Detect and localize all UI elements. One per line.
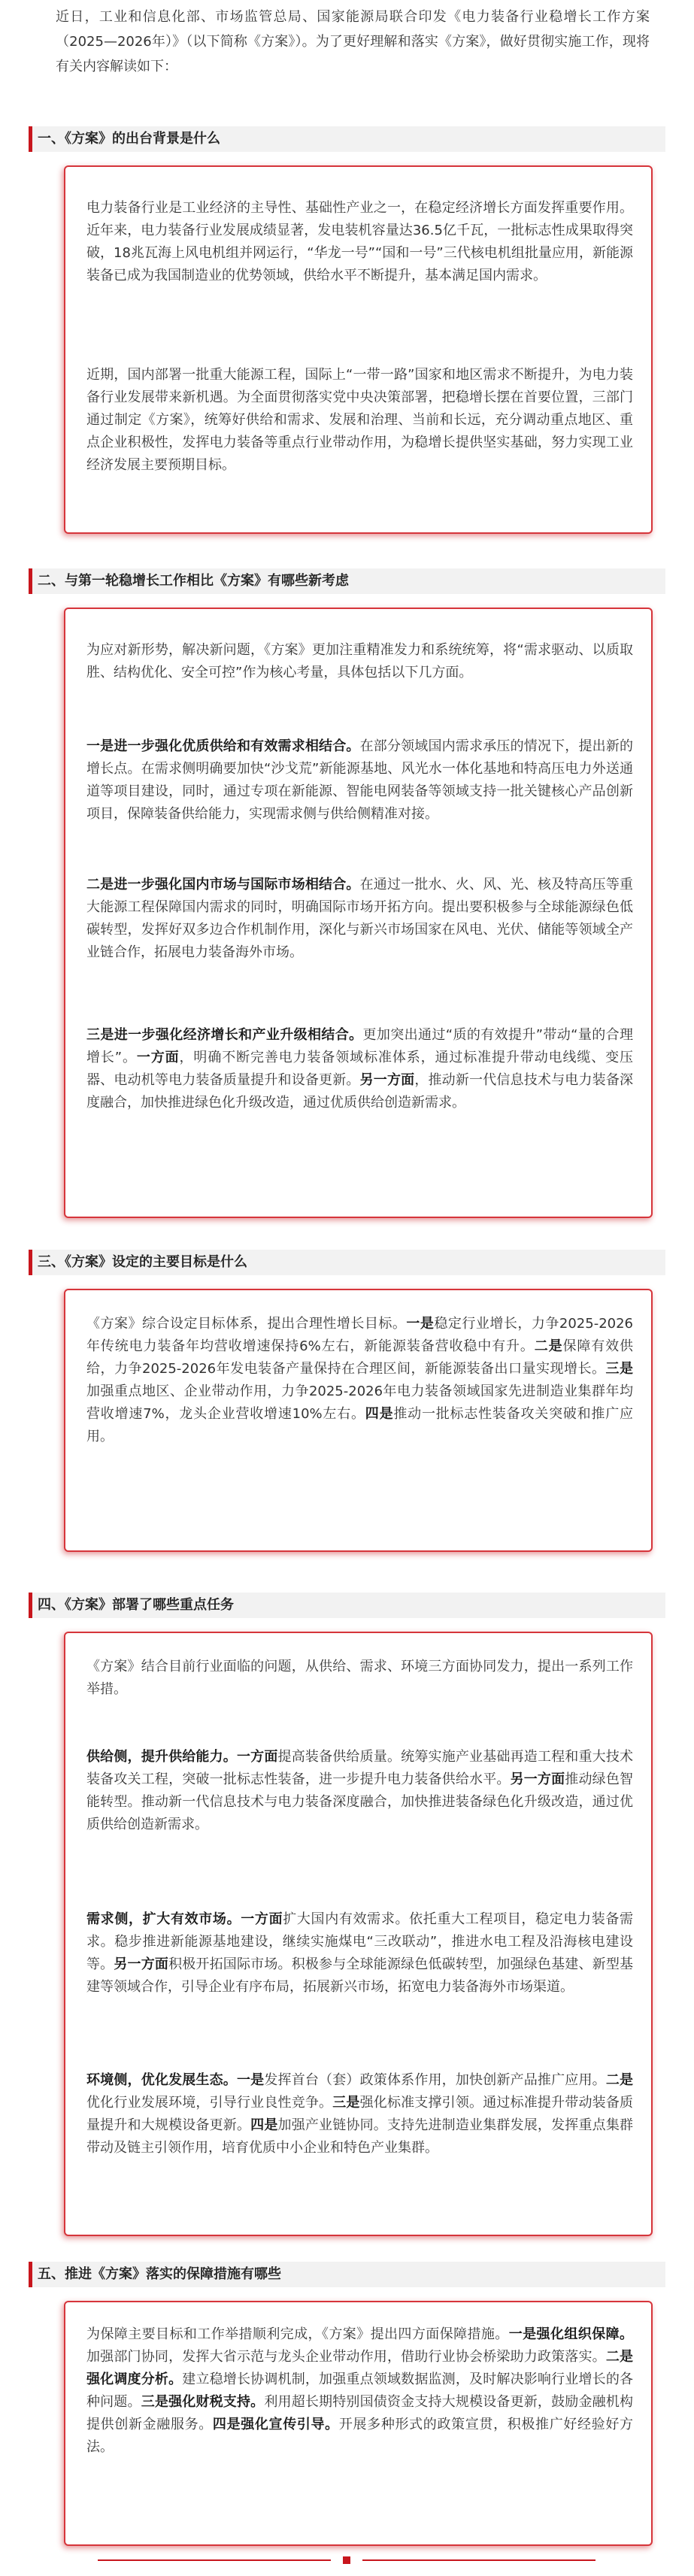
- footer-divider-dot: [343, 2556, 350, 2564]
- emphasis-text: 环境侧，优化发展生态。: [86, 2072, 237, 2088]
- body-text: 为应对新形势，解决新问题，《方案》更加注重精准发力和系统统筹，将“需求驱动、以质取胜、结构优化、安全可控”作为核心考量，具体包括以下几方面。: [86, 642, 633, 680]
- emphasis-text: 二是强化调度分析。: [86, 2349, 634, 2387]
- accent-bar: [29, 1250, 32, 1275]
- emphasis-text: 另一方面: [114, 1956, 169, 1972]
- section-header: [29, 126, 665, 152]
- body-text: 推动一批标志性装备攻关突破和推广应用。: [86, 1406, 634, 1444]
- section-header: [29, 2262, 665, 2287]
- emphasis-text: 一方面: [236, 1749, 278, 1765]
- body-text: 扩大国内有效需求。依托重大工程项目，稳定电力装备需求。稳步推进新能源基地建设，继续实施煤电“三改联动”，推进水电工程及沿海核电建设等。: [86, 1911, 634, 1972]
- section-content-box: [64, 608, 653, 1218]
- body-text: 更加突出通过“质的有效提升”带动“量的合理增长”。: [86, 1027, 633, 1065]
- body-text: 在通过一批水、火、风、光、核及特高压等重大能源工程保障国内需求的同时，明确国际市场开拓方向。提出要积极参与全球能源绿色低碳转型，发挥好双多边合作机制作用，深化与新兴市场国家在风电、光伏、储能等领域全产业链合作，拓展电力装备海外市场。: [86, 877, 634, 960]
- section-paragraph: [86, 1313, 633, 1448]
- emphasis-text: 一方面: [136, 1050, 180, 1065]
- body-text: 在部分领域国内需求承压的情况下，提出新的增长点。在需求侧明确要加快“沙戈荒”新能源基地、风光水一体化基地和特高压电力外送通道等项目建设，同时，通过专项在新能源、智能电网装备等领域支持一批关键核心产品创新项目，保障装备供给能力，实现需求侧与供给侧精准对接。: [86, 738, 634, 822]
- section-title: 二、与第一轮稳增长工作相比《方案》有哪些新考虑: [38, 573, 349, 589]
- section-paragraph: [86, 197, 633, 287]
- section-paragraph: [86, 1746, 633, 1836]
- accent-bar: [29, 1593, 32, 1618]
- body-text: 《方案》综合设定目标体系，提出合理性增长目标。: [86, 1316, 407, 1332]
- section-content-box: [64, 1632, 653, 2236]
- section-paragraph: [86, 364, 633, 477]
- body-text: 稳定行业增长，力争2025-2026年传统电力装备年均营收增速保持6%左右，新能源装备营收稳中有升。: [86, 1316, 634, 1354]
- footer-divider-right: [362, 2559, 596, 2561]
- body-text: ，推动新一代信息技术与电力装备深度融合，加快推进绿色化升级改造，通过优质供给创造新需求。: [86, 1072, 634, 1111]
- section-content-box: [64, 1289, 653, 1552]
- section-content-box: [64, 165, 653, 534]
- section-title: 三、《方案》设定的主要目标是什么: [38, 1254, 247, 1270]
- body-text: 为保障主要目标和工作举措顺利完成，《方案》提出四方面保障措施。: [86, 2326, 509, 2342]
- body-text: 建立稳增长协调机制，加强重点领域数据监测，及时解决影响行业增长的各种问题。: [86, 2371, 634, 2410]
- body-text: 近期，国内部署一批重大能源工程，国际上“一带一路”国家和地区需求不断提升，为电力装备行业发展带来新机遇。为全面贯彻落实党中央决策部署，把稳增长摆在首要位置，三部门通过制定《方案》，统筹好供给和需求、发展和治理、当前和长远，充分调动重点地区、重点企业积极性，发挥电力装备等重点行业带动作用，为稳增长提供坚实基础，努力实现工业经济发展主要预期目标。: [86, 367, 633, 473]
- section-title: 四、《方案》部署了哪些重点任务: [38, 1597, 234, 1613]
- emphasis-text: 另一方面: [359, 1072, 415, 1088]
- section-title: 五、推进《方案》落实的保障措施有哪些: [38, 2266, 281, 2282]
- body-text: 发挥首台（套）政策体系作用，加快创新产品推广应用。: [264, 2072, 606, 2088]
- emphasis-text: 二是进一步强化国内市场与国际市场相结合。: [86, 877, 360, 893]
- section-paragraph: [86, 1024, 633, 1114]
- emphasis-text: 三是: [605, 1361, 634, 1377]
- emphasis-text: 一是: [406, 1316, 435, 1332]
- emphasis-text: 一是强化组织保障。: [508, 2326, 634, 2342]
- emphasis-text: 三是强化财税支持。: [141, 2394, 265, 2410]
- section-paragraph: [86, 1908, 633, 1999]
- emphasis-text: 另一方面: [510, 1771, 565, 1787]
- accent-bar: [29, 126, 32, 152]
- emphasis-text: 四是强化宣传引导。: [212, 2417, 339, 2432]
- emphasis-text: 二是: [534, 1338, 563, 1354]
- body-text: 电力装备行业是工业经济的主导性、基础性产业之一，在稳定经济增长方面发挥重要作用。近年来，电力装备行业发展成绩显著，发电装机容量达36.5亿千瓦，一批标志性成果取得突破，18兆瓦海上风电机组并网运行，“华龙一号”“国和一号”三代核电机组批量应用，新能源装备已成为我国制造业的优势领域，供给水平不断提升，基本满足国内需求。: [86, 200, 633, 283]
- body-text: 推动绿色智能转型。推动新一代信息技术与电力装备深度融合，加快推进装备绿色化升级改造，通过优质供给创造新需求。: [86, 1771, 633, 1832]
- body-text: 强化标准支撑引领。通过标准提升带动装备质量提升和大规模设备更新。: [86, 2095, 634, 2133]
- intro-paragraph: 近日，工业和信息化部、市场监管总局、国家能源局联合印发《电力装备行业稳增长工作方案（2025—2026年）》（以下简称《方案》）。为了更好理解和落实《方案》，做好贯彻实施工作，现将有关内容解读如下：: [56, 9, 650, 74]
- body-text: 加强重点地区、企业带动作用，力争2025-2026年电力装备领域国家先进制造业集群年均营收增速7%，龙头企业营收增速10%左右。: [86, 1383, 633, 1422]
- section-paragraph: [86, 874, 633, 964]
- emphasis-text: 需求侧，扩大有效市场。: [86, 1911, 241, 1927]
- section-paragraph: [86, 735, 633, 826]
- section-paragraph: [86, 2323, 633, 2459]
- body-text: 加强部门协同，发挥大省示范与龙头企业带动作用，借助行业协会桥梁助力政策落实。: [86, 2349, 606, 2365]
- accent-bar: [29, 2262, 32, 2287]
- section-title: 一、《方案》的出台背景是什么: [38, 131, 220, 147]
- section-paragraph: [86, 639, 633, 684]
- emphasis-text: 供给侧，提升供给能力。: [86, 1749, 237, 1765]
- emphasis-text: 三是进一步强化经济增长和产业升级相结合。: [86, 1027, 363, 1043]
- section-header: [29, 568, 665, 594]
- section-content-box: [64, 2301, 653, 2546]
- body-text: 利用超长期特别国债资金支持大规模设备更新，鼓励金融机构提供创新金融服务。: [86, 2394, 634, 2432]
- body-text: 《方案》结合目前行业面临的问题，从供给、需求、环境三方面协同发力，提出一系列工作举措。: [86, 1659, 633, 1697]
- emphasis-text: 二是: [605, 2072, 634, 2088]
- body-text: 保障有效供给，力争2025-2026年发电装备产量保持在合理区间，新能源装备出口量实现增长。: [86, 1338, 634, 1377]
- section-header: [29, 1250, 665, 1275]
- emphasis-text: 一方面: [241, 1911, 283, 1927]
- section-paragraph: [86, 2069, 633, 2159]
- accent-bar: [29, 568, 32, 594]
- emphasis-text: 四是: [250, 2117, 278, 2133]
- body-text: 开展多种形式的政策宣贯，积极推广好经验好方法。: [86, 2417, 633, 2455]
- body-text: 优化行业发展环境，引导行业良性竞争。: [86, 2095, 333, 2111]
- emphasis-text: 一是进一步强化优质供给和有效需求相结合。: [86, 738, 360, 754]
- emphasis-text: 三是: [332, 2095, 360, 2111]
- emphasis-text: 一是: [236, 2072, 265, 2088]
- body-text: 提高装备供给质量。统筹实施产业基础再造工程和重大技术装备攻关工程，突破一批标志性装备，进一步提升电力装备供给水平。: [86, 1749, 634, 1787]
- section-header: [29, 1593, 665, 1618]
- body-text: 加强产业链协同。支持先进制造业集群发展，发挥重点集群带动及链主引领作用，培育优质中小企业和特色产业集群。: [86, 2117, 634, 2156]
- section-paragraph: [86, 1656, 633, 1701]
- body-text: 积极开拓国际市场。积极参与全球能源绿色低碳转型，加强绿色基建、新型基建等领域合作，引导企业有序布局，拓展新兴市场，拓宽电力装备海外市场渠道。: [86, 1956, 633, 1995]
- footer-divider-left: [98, 2559, 331, 2561]
- body-text: ，明确不断完善电力装备领域标准体系，通过标准提升带动电线缆、变压器、电动机等电力装备质量提升和设备更新。: [86, 1050, 634, 1088]
- emphasis-text: 四是: [365, 1406, 394, 1422]
